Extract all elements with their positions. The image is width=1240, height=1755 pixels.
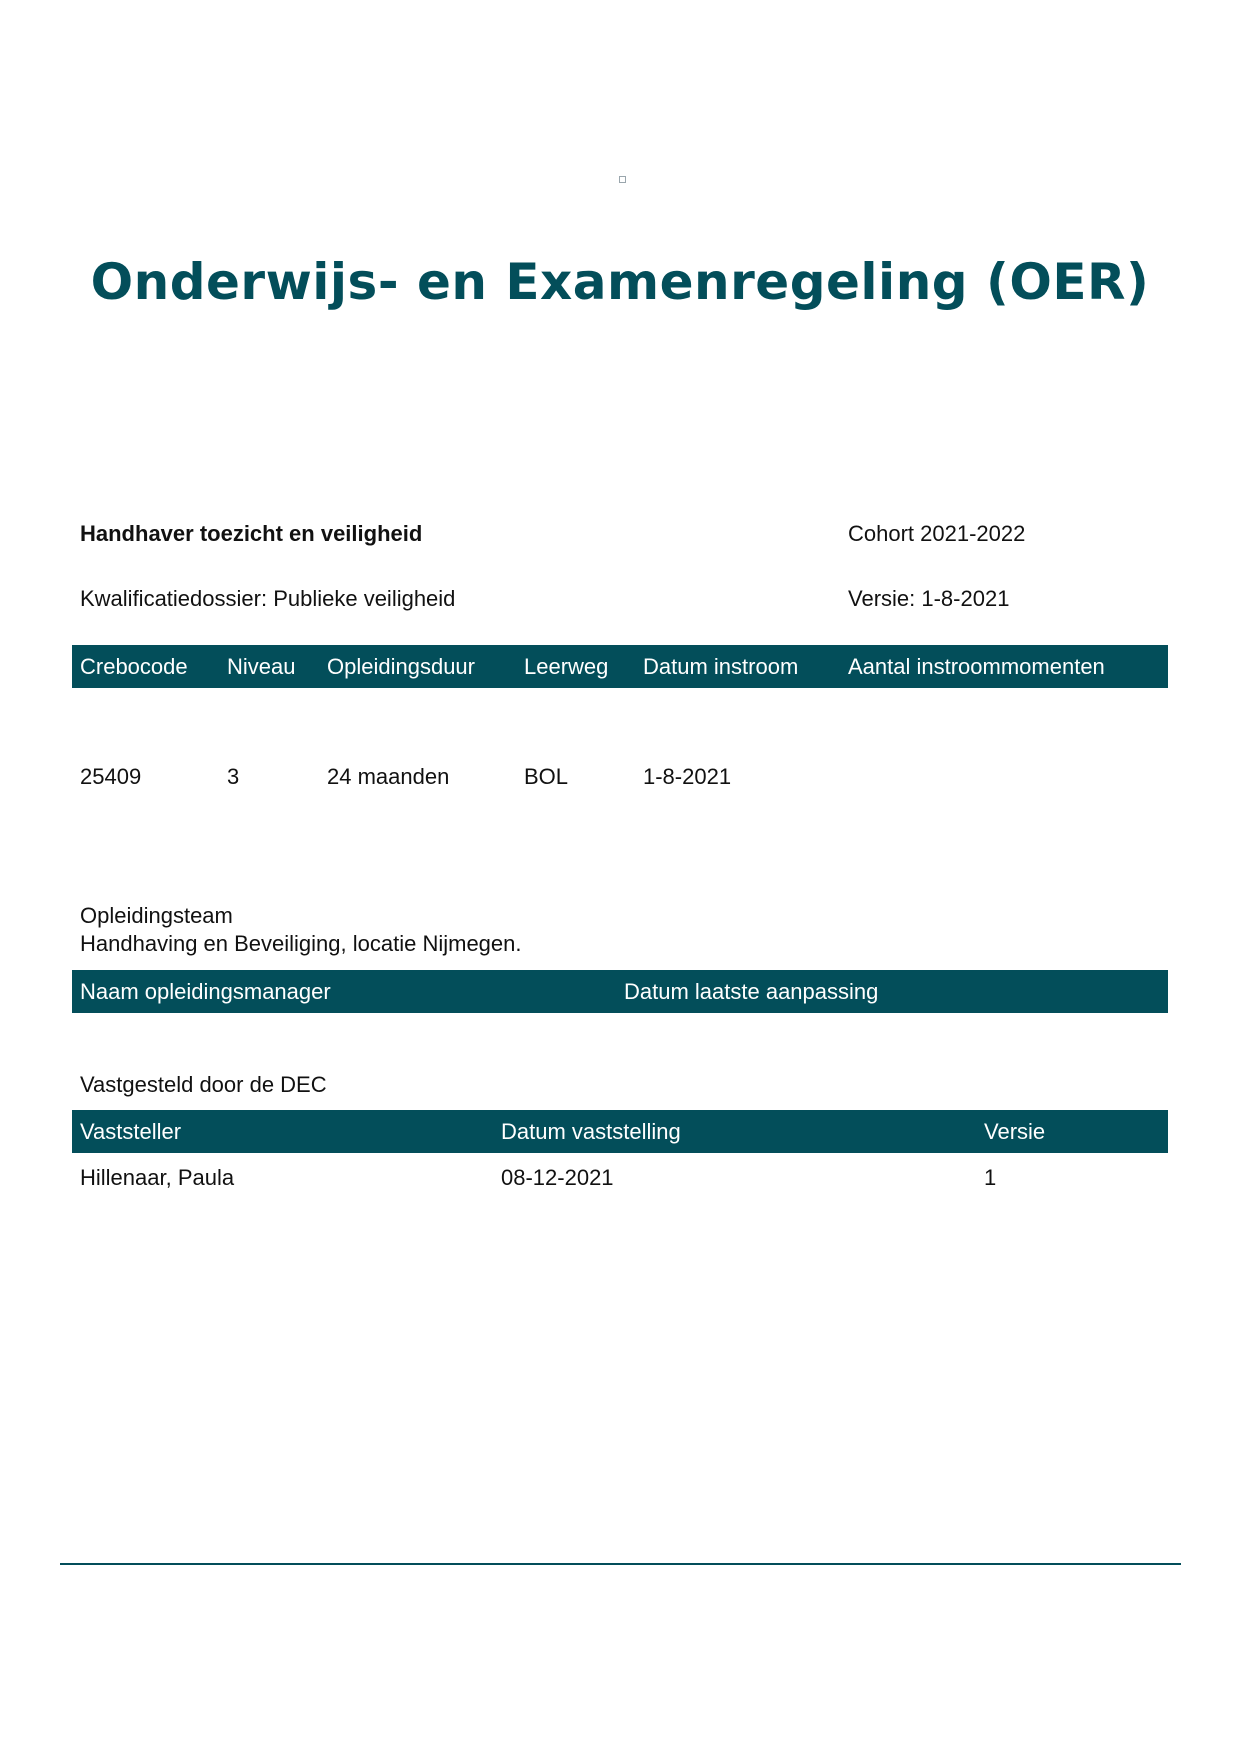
header-aantal-instroommomenten: Aantal instroommomenten [848,654,1105,679]
manager-table-header [72,970,1168,1013]
image-placeholder-icon [619,176,626,183]
cell-datum-vaststelling: 08-12-2021 [501,1165,614,1190]
approval-label: Vastgesteld door de DEC [80,1072,327,1097]
team-label: Opleidingsteam [80,903,233,928]
footer-divider [60,1563,1181,1565]
header-crebocode: Crebocode [80,654,188,679]
header-leerweg: Leerweg [524,654,609,679]
cell-vaststeller: Hillenaar, Paula [80,1165,235,1190]
approval-table-header [72,1110,1168,1153]
header-datum-instroom: Datum instroom [643,654,799,679]
header-versie: Versie [984,1119,1046,1144]
header-opleidingsduur: Opleidingsduur [327,654,475,679]
cell-opleidingsduur: 24 maanden [327,764,450,789]
header-datum-laatste-aanpassing: Datum laatste aanpassing [624,979,879,1004]
program-table-header [72,645,1168,688]
header-vaststeller: Vaststeller [80,1119,182,1144]
course-name: Handhaver toezicht en veiligheid [80,521,423,546]
version-label: Versie: 1-8-2021 [848,586,1010,611]
cohort-label: Cohort 2021-2022 [848,521,1026,546]
cell-crebocode: 25409 [80,764,142,789]
header-naam-opleidingsmanager: Naam opleidingsmanager [80,979,331,1004]
cell-leerweg: BOL [524,764,569,789]
cell-versie: 1 [984,1165,997,1190]
cell-datum-instroom: 1-8-2021 [643,764,732,789]
header-niveau: Niveau [227,654,296,679]
header-datum-vaststelling: Datum vaststelling [501,1119,681,1144]
page-title: Onderwijs- en Examenregeling (OER) [90,253,1150,311]
team-value: Handhaving en Beveiliging, locatie Nijmegen. [80,931,522,956]
cell-niveau: 3 [227,764,240,789]
qualification-dossier: Kwalificatiedossier: Publieke veiligheid [80,586,456,611]
